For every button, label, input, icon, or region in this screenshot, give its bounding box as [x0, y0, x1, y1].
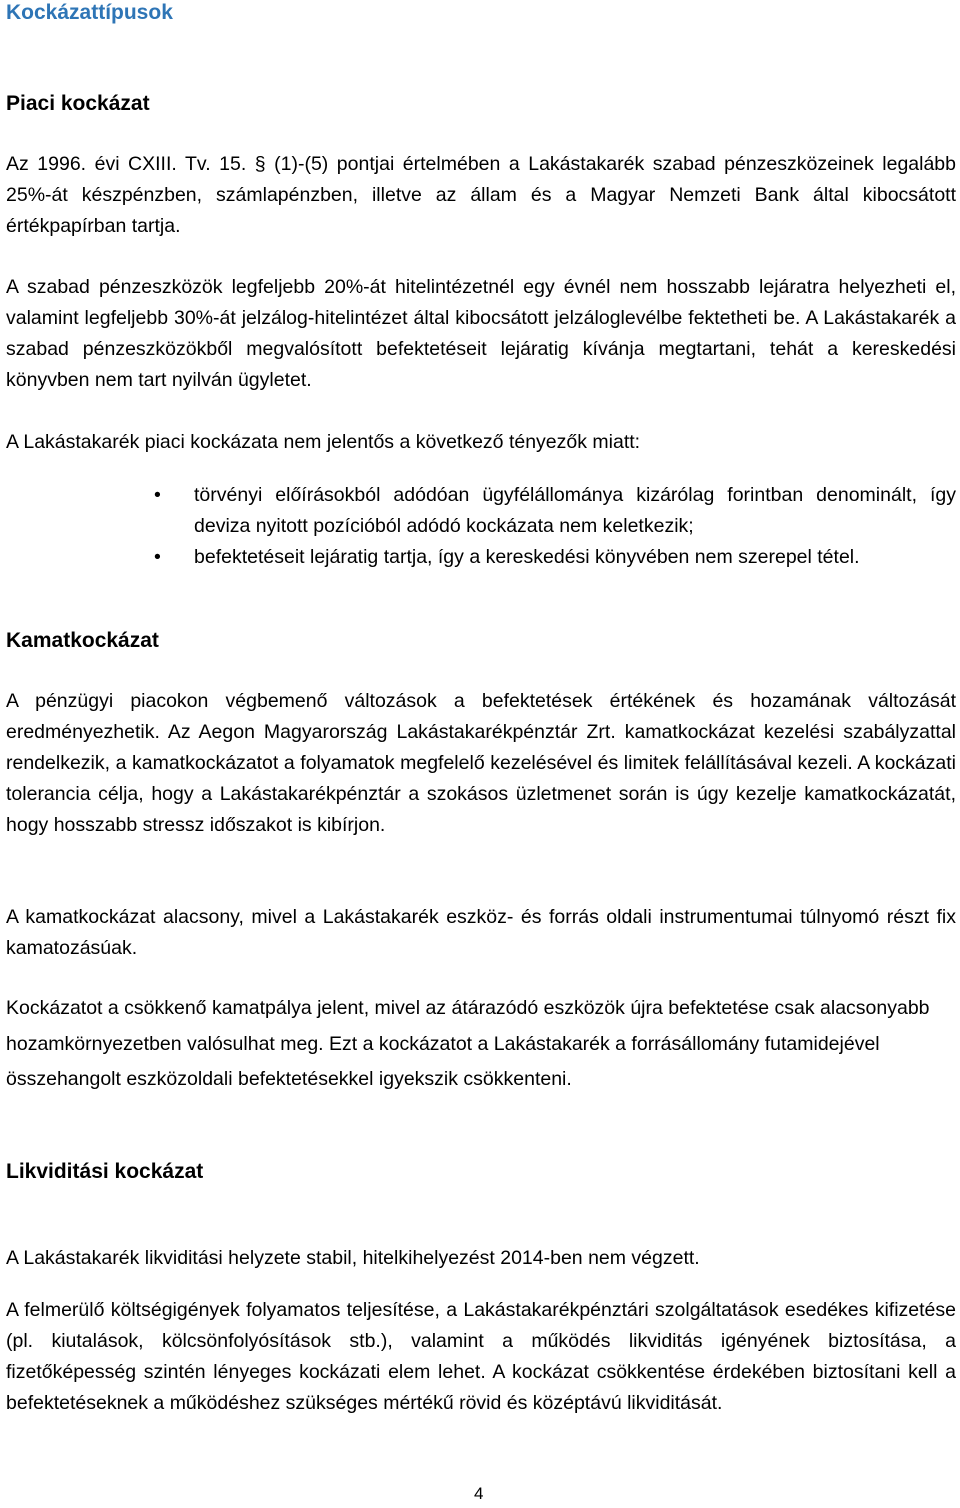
- heading-liquidity-risk: Likviditási kockázat: [6, 1160, 204, 1183]
- interest-risk-paragraph-3: Kockázatot a csökkenő kamatpálya jelent, mivel az átárazódó eszközök újra befektetése csak alacsonyabb hozamkörnyezetben valósulhat meg. Ezt a kockázatot a Lakástakarék a forrásállomány futamidejével összehangolt eszközoldali befektetésekkel igyekszik csökkenteni.: [6, 997, 930, 1090]
- market-risk-paragraph-2: A szabad pénzeszközök legfeljebb 20%-át hitelintézetnél egy évnél nem hosszabb lejáratra helyezheti el, valamint legfeljebb 30%-át jelzálog-hitelintézet által kibocsátott jelzáloglevélbe fektetheti be. A Lakástakarék a szabad pénzeszközökből megvalósított befektetéseit lejáratig kívánja megtartani, tehát a kereskedési könyvben nem tart nyilván ügyletet.: [6, 276, 956, 391]
- market-risk-factor-list: [6, 480, 956, 573]
- interest-risk-paragraph-1: A pénzügyi piacokon végbemenő változások a befektetések értékének és hozamának változását eredményezhetik. Az Aegon Magyarország Lakástakarékpénztár Zrt. kamatkockázat kezelési szabályzattal rendelkezik, a kamatkockázatot a folyamatok megfelelő kezelésével és limitek felállításával kezeli. A kockázati tolerancia célja, hogy a Lakástakarékpénztár a szokásos üzletmenet során is úgy kezelje kamatkockázatát, hogy hosszabb stressz időszakot is kibírjon.: [6, 690, 956, 836]
- market-risk-paragraph-3: A Lakástakarék piaci kockázata nem jelentős a következő tényezők miatt:: [6, 431, 641, 453]
- list-item-text: törvényi előírásokból adódóan ügyfélállománya kizárólag forintban denominált, így deviza nyitott pozícióból adódó kockázata nem keletkezik;: [194, 484, 956, 537]
- bullet-icon: •: [154, 484, 161, 506]
- interest-risk-paragraph-2: A kamatkockázat alacsony, mivel a Lakástakarék eszköz- és forrás oldali instrumentumai túlnyomó részt fix kamatozásúak.: [6, 906, 956, 959]
- liquidity-risk-paragraph-2: A felmerülő költségigények folyamatos teljesítése, a Lakástakarékpénztári szolgáltatások esedékes kifizetése (pl. kiutalások, kölcsönfolyósítások stb.), valamint a működés likviditás igényének biztosítása, a fizetőképesség szintén lényeges kockázati elem lehet. A kockázat csökkentése érdekében biztosítani kell a befektetéseknek a működéshez szükséges mértékű rövid és középtávú likviditását.: [6, 1299, 956, 1414]
- list-item: [6, 542, 956, 573]
- section-title: Kockázattípusok: [6, 1, 173, 24]
- heading-market-risk: Piaci kockázat: [6, 92, 150, 115]
- list-item-text: befektetéseit lejáratig tartja, így a kereskedési könyvében nem szerepel tétel.: [194, 546, 860, 568]
- heading-interest-rate-risk: Kamatkockázat: [6, 629, 159, 652]
- bullet-icon: •: [154, 546, 161, 568]
- page-number: 4: [474, 1484, 484, 1503]
- liquidity-risk-paragraph-1: A Lakástakarék likviditási helyzete stabil, hitelkihelyezést 2014-ben nem végzett.: [6, 1247, 700, 1269]
- market-risk-paragraph-1: Az 1996. évi CXIII. Tv. 15. § (1)-(5) pontjai értelmében a Lakástakarék szabad pénzeszközeinek legalább 25%-át készpénzben, számlapénzben, illetve az állam és a Magyar Nemzeti Bank által kibocsátott értékpapírban tartja.: [6, 153, 956, 237]
- list-item: [6, 480, 956, 542]
